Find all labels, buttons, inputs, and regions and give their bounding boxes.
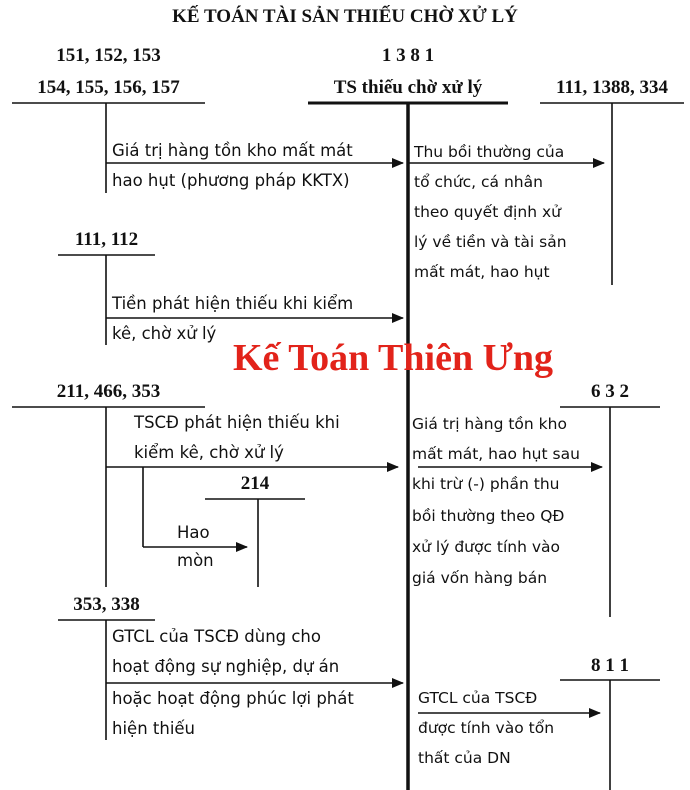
loss-desc-line: được tính vào tổn — [418, 719, 555, 737]
loss-desc-line: GTCL của TSCĐ — [418, 689, 538, 707]
cogs-desc-line: bồi thường theo QĐ — [412, 507, 565, 525]
central-account-name: TS thiếu chờ xử lý — [333, 77, 483, 98]
nonbusiness-desc-line: GTCL của TSCĐ dùng cho — [112, 627, 321, 646]
nonbusiness-desc-line: hoạt động sự nghiệp, dự án — [112, 657, 340, 676]
fixed-assets-desc-line: kiểm kê, chờ xử lý — [134, 443, 284, 462]
nonbusiness-desc-line: hoặc hoạt động phúc lợi phát — [112, 689, 354, 708]
compensation-account-code: 111, 1388, 334 — [556, 77, 668, 98]
cash-account-code: 111, 112 — [74, 229, 139, 250]
inventory-account-code-2: 154, 155, 156, 157 — [37, 77, 180, 98]
inventory-desc-line: Giá trị hàng tồn kho mất mát — [112, 141, 353, 160]
compensation-desc-line: mất mát, hao hụt — [414, 263, 550, 281]
loss-account-code: 8 1 1 — [591, 655, 629, 676]
central-account-code: 1 3 8 1 — [381, 45, 435, 66]
cash-desc-line: Tiền phát hiện thiếu khi kiểm — [112, 294, 354, 313]
compensation-desc-line: lý về tiền và tài sản — [414, 233, 567, 251]
cogs-desc-line: giá vốn hàng bán — [412, 569, 548, 587]
cogs-desc-line: xử lý được tính vào — [412, 538, 561, 556]
inventory-desc-line: hao hụt (phương pháp KKTX) — [112, 171, 350, 190]
watermark-text: Kế Toán Thiên Ưng — [233, 337, 553, 379]
cogs-account-code: 6 3 2 — [591, 381, 629, 402]
nonbusiness-account-code: 353, 338 — [73, 594, 140, 615]
cash-desc-line: kê, chờ xử lý — [112, 324, 217, 343]
nonbusiness-desc-line: hiện thiếu — [112, 719, 196, 738]
diagram-title: KẾ TOÁN TÀI SẢN THIẾU CHỜ XỬ LÝ — [172, 6, 518, 27]
fixed-assets-account-code: 211, 466, 353 — [56, 381, 161, 402]
compensation-desc-line: Thu bồi thường của — [414, 143, 565, 161]
depreciation-account-code: 214 — [240, 473, 270, 494]
inventory-account-code-1: 151, 152, 153 — [56, 45, 161, 66]
cogs-desc-line: mất mát, hao hụt sau — [412, 445, 580, 463]
compensation-desc-line: theo quyết định xử — [414, 203, 561, 221]
depreciation-label-line: Hao — [177, 523, 210, 542]
fixed-assets-desc-line: TSCĐ phát hiện thiếu khi — [134, 413, 340, 432]
depreciation-label-line: mòn — [177, 551, 214, 570]
loss-desc-line: thất của DN — [418, 749, 511, 767]
cogs-desc-line: khi trừ (-) phần thu — [412, 475, 560, 493]
compensation-desc-line: tổ chức, cá nhân — [414, 173, 543, 191]
cogs-desc-line: Giá trị hàng tồn kho — [412, 415, 567, 433]
